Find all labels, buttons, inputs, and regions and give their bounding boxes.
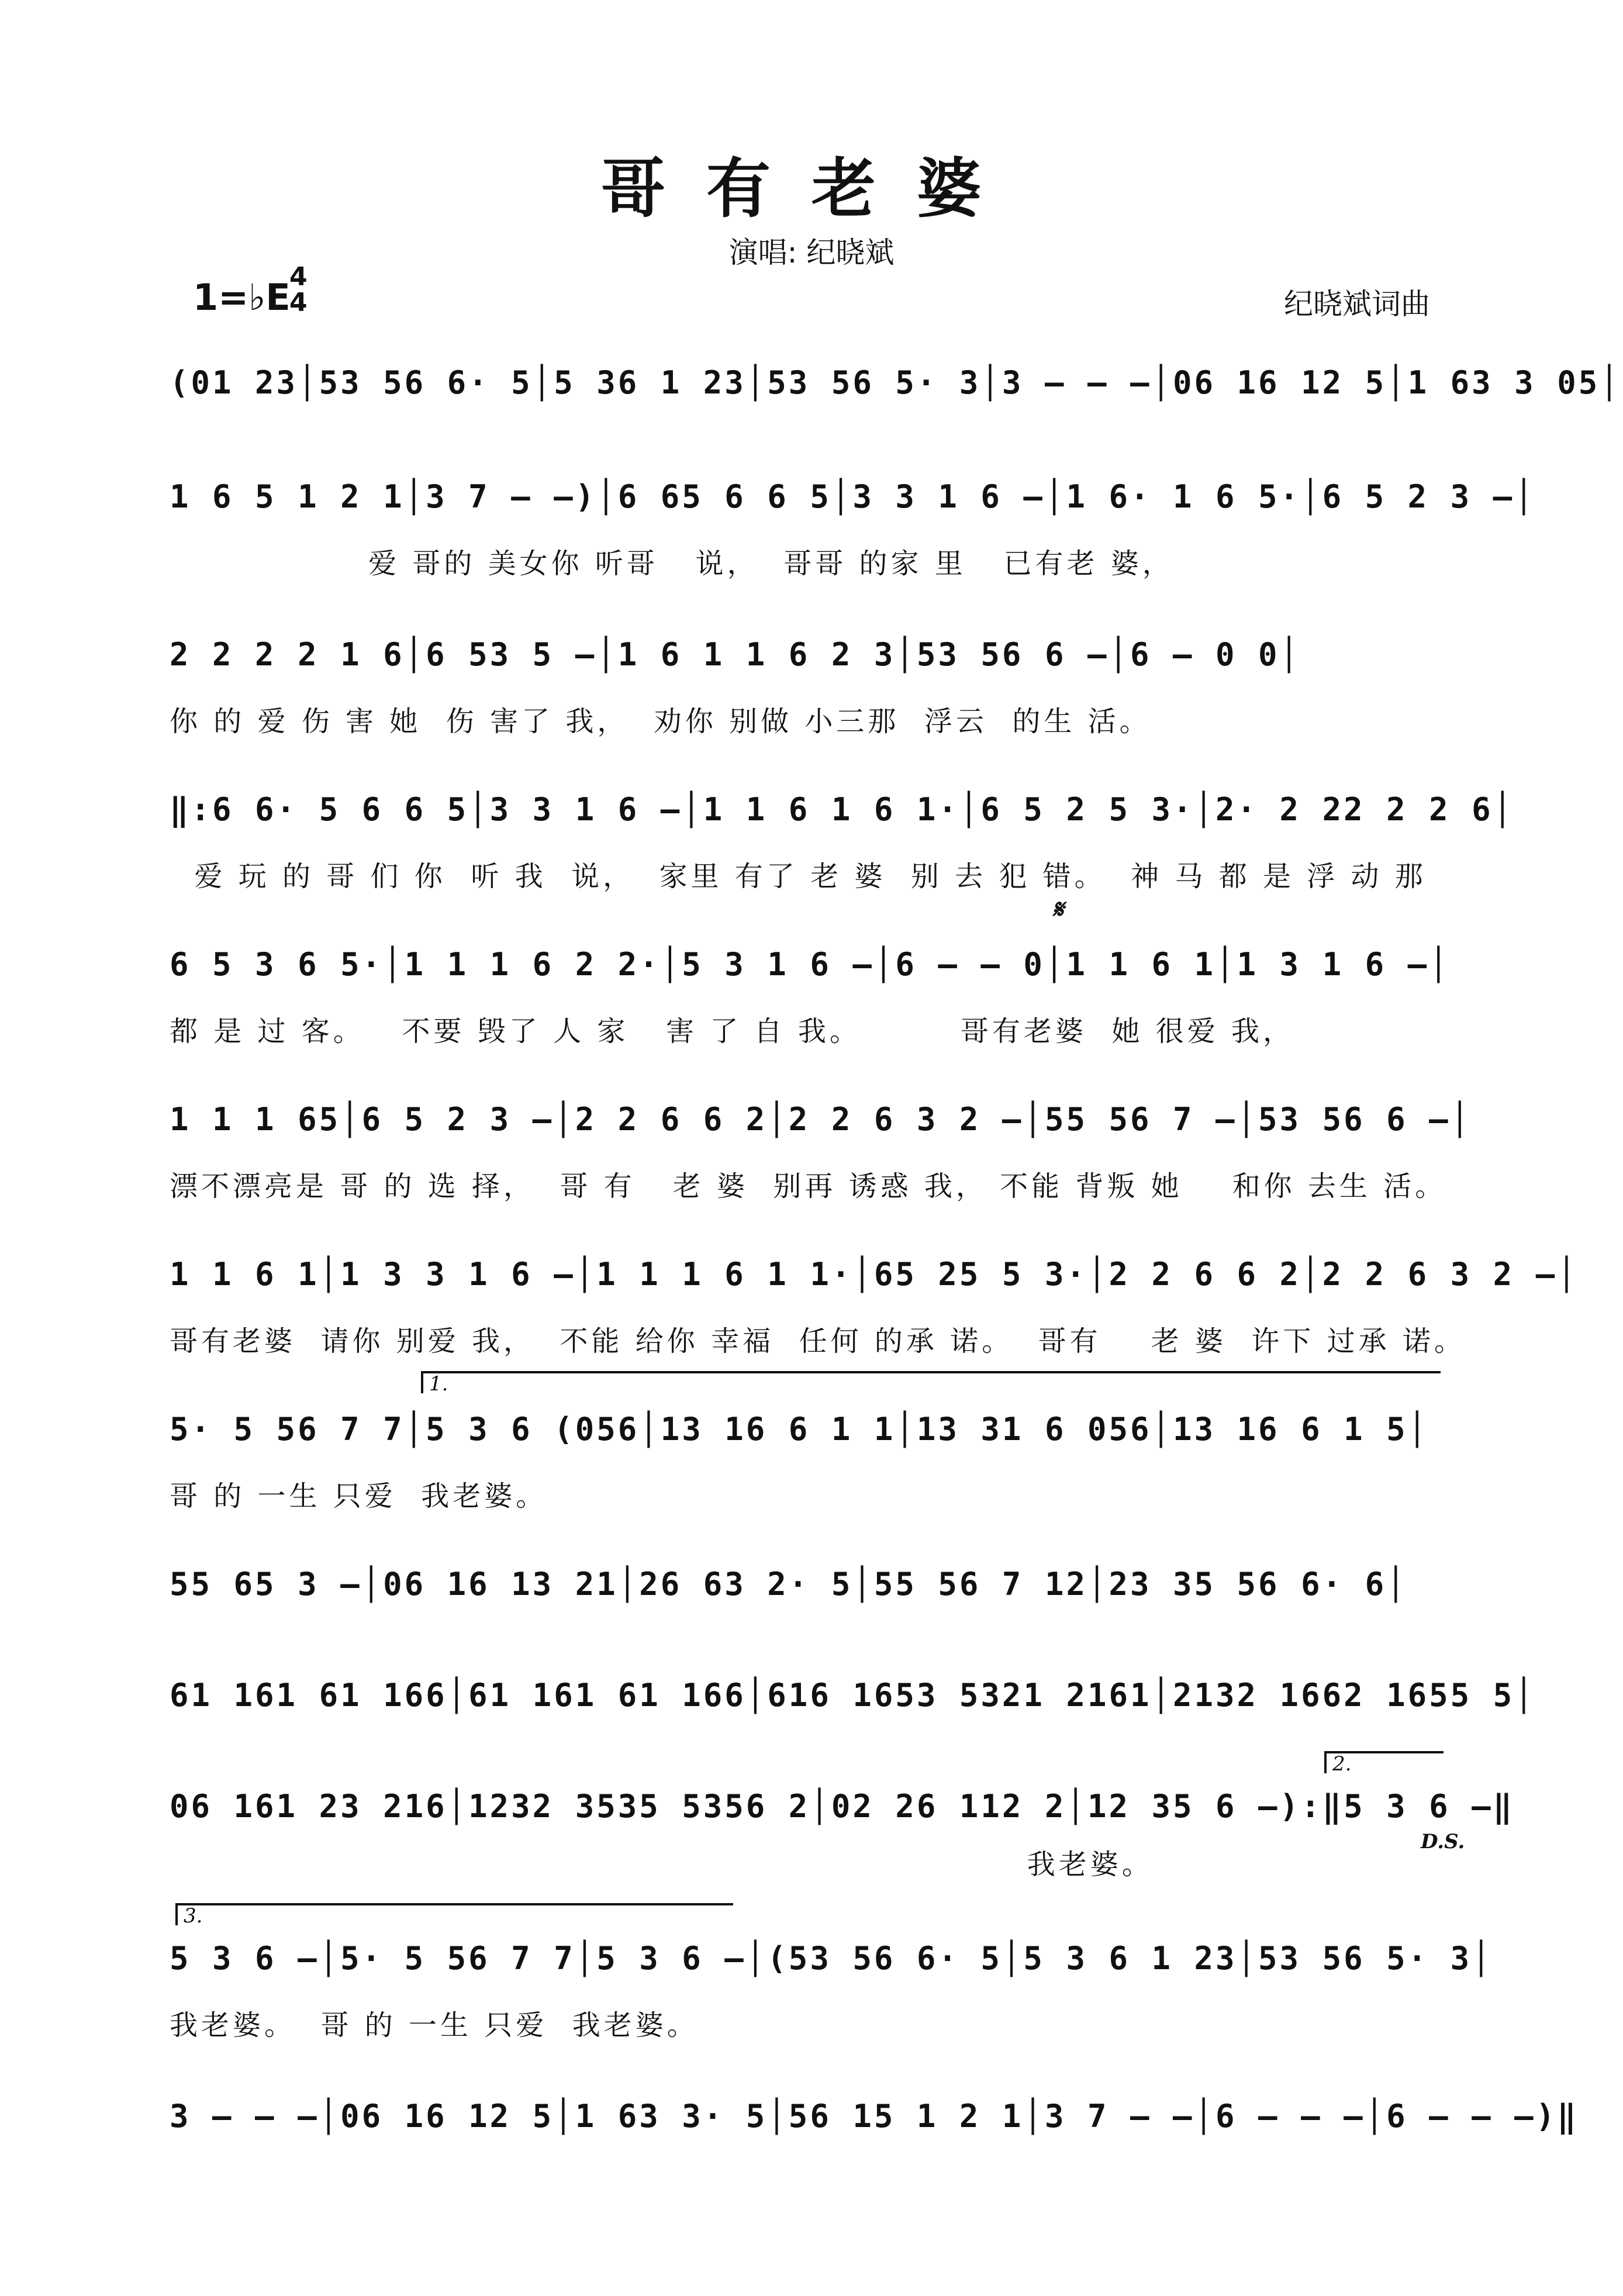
- composer-credit: 纪晓斌词曲: [1284, 287, 1430, 321]
- notes: 61 161 61 166│61 161 61 166│616 1653 5321 2161│2132 1662 1655 5│: [170, 1677, 1536, 1714]
- time-signature: [289, 264, 308, 316]
- lyrics: 都 是 过 客。 不要 毁了 人 家 害 了 自 我。 哥有老婆 她 很爱 我，: [170, 1015, 1294, 1048]
- lyrics: 你 的 爱 伤 害 她 伤 害了 我， 劝你 别做 小三那 浮云 的生 活。: [170, 705, 1151, 738]
- lyrics: 爱 玩 的 哥 们 你 听 我 说， 家里 有了 老 婆 别 去 犯 错。 神 马 都 是 浮 动 那: [170, 860, 1427, 893]
- lyrics: 哥 的 一生 只爱 我老婆。: [170, 1480, 548, 1513]
- key-signature: 1=♭E: [193, 276, 291, 319]
- notes: 06 161 23 216│1232 3535 5356 2│02 26 112 2│12 35 6 –):‖5 3 6 –‖: [170, 1788, 1515, 1825]
- segno-mark: 𝄋: [1052, 895, 1063, 924]
- time-bottom: 4: [289, 288, 308, 317]
- lyrics: 漂不漂亮是 哥 的 选 择， 哥 有 老 婆 别再 诱惑 我， 不能 背叛 她 和你 去生 活。: [170, 1170, 1447, 1203]
- notes: 55 65 3 –│06 16 13 21│26 63 2· 5│55 56 7 12│23 35 56 6· 6│: [170, 1566, 1408, 1603]
- singer-credit: 演唱: 纪晓斌: [728, 236, 895, 270]
- second-ending-bracket: [1324, 1751, 1444, 1776]
- notes: 1 1 6 1│1 3 3 1 6 –│1 1 1 6 1 1·│65 25 5 3·│2 2 6 6 2│2 2 6 3 2 –│: [170, 1256, 1579, 1293]
- lyrics: 我老婆。 哥 的 一生 只爱 我老婆。: [170, 2009, 699, 2042]
- notes: 1 6 5 1 2 1│3 7 – –)│6 65 6 6 5│3 3 1 6 –│1 6· 1 6 5·│6 5 2 3 –│: [170, 478, 1536, 515]
- lyrics: 我老婆。: [170, 1848, 1154, 1881]
- second-ending-label: 2.: [1332, 1752, 1352, 1776]
- notes: 3 – – –│06 16 12 5│1 63 3· 5│56 15 1 2 1│3 7 – –│6 – – –│6 – – –)‖: [170, 2098, 1579, 2135]
- notes: 1 1 1 65│6 5 2 3 –│2 2 6 6 2│2 2 6 3 2 –│55 56 7 –│53 56 6 –│: [170, 1101, 1472, 1138]
- song-title: 哥有老婆: [601, 151, 1022, 226]
- time-top: 4: [289, 262, 308, 292]
- notes: 5· 5 56 7 7│5 3 6 (056│13 16 6 1 1│13 31 6 056│13 16 6 1 5│: [170, 1411, 1429, 1448]
- first-ending-bracket: [421, 1371, 1441, 1396]
- third-ending-label: 3.: [184, 1904, 203, 1928]
- notes: (01 23│53 56 6· 5│5 36 1 23│53 56 5· 3│3 – – –│06 16 12 5│1 63 3 05│: [170, 364, 1621, 401]
- third-ending-bracket: [175, 1903, 733, 1928]
- notes: 2 2 2 2 1 6│6 53 5 –│1 6 1 1 6 2 3│53 56 6 –│6 – 0 0│: [170, 636, 1301, 673]
- notes: 5 3 6 –│5· 5 56 7 7│5 3 6 –│(53 56 6· 5│5 3 6 1 23│53 56 5· 3│: [170, 1940, 1493, 1977]
- notes: ‖:6 6· 5 6 6 5│3 3 1 6 –│1 1 6 1 6 1·│6 5 2 5 3·│2· 2 22 2 2 6│: [170, 791, 1515, 828]
- lyrics: 爱 哥的 美女你 听哥 说， 哥哥 的家 里 已有老 婆，: [170, 547, 1174, 580]
- notes: 6 5 3 6 5·│1 1 1 6 2 2·│5 3 1 6 –│6 – – 0│1 1 6 1│1 3 1 6 –│: [170, 946, 1451, 983]
- first-ending-label: 1.: [429, 1372, 448, 1396]
- ds-mark: D.S.: [1421, 1830, 1465, 1853]
- lyrics: 哥有老婆 请你 别爱 我， 不能 给你 幸福 任何 的承 诺。 哥有 老 婆 许下 过承 诺。: [170, 1325, 1466, 1358]
